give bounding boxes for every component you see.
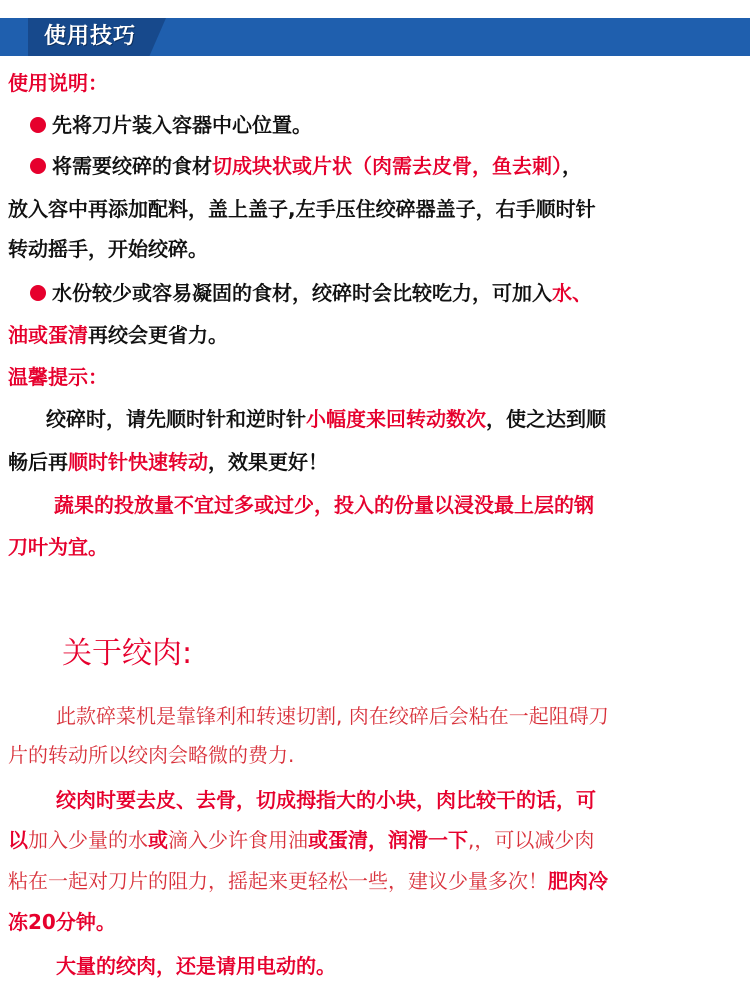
- usage-line-4: 转动摇手，开始绞碎。: [8, 237, 208, 261]
- usage-line-3: 放入容中再添加配料，盖上盖子,左手压住绞碎器盖子，右手顺时针: [8, 197, 596, 221]
- tips-line-1: 绞碎时，请先顺时针和逆时针小幅度来回转动数次，使之达到顺: [46, 407, 606, 431]
- about-p2-line-2: 以加入少量的水或滴入少许食用油或蛋清，润滑一下,，可以减少肉: [8, 828, 595, 852]
- usage-line-5: 水份较少或容易凝固的食材，绞碎时会比较吃力，可加入水、: [30, 280, 742, 306]
- section-banner: [0, 18, 750, 56]
- about-p2-line-4: 冻20分钟。: [8, 910, 116, 934]
- usage-label: 使用说明：: [8, 71, 108, 95]
- banner-title: 使用技巧: [44, 24, 137, 49]
- tips-line-4: 刀叶为宜。: [8, 535, 108, 559]
- bullet-icon: [30, 158, 46, 174]
- about-heading: 关于绞肉:: [62, 636, 193, 671]
- about-p1-line-2: 片的转动所以绞肉会略微的费力.: [8, 743, 295, 767]
- about-p2-line-3: 粘在一起对刀片的阻力，摇起来更轻松一些，建议少量多次！肥肉冷: [8, 869, 608, 893]
- usage-line-1: 先将刀片装入容器中心位置。: [30, 112, 742, 138]
- bullet-icon: [30, 117, 46, 133]
- usage-line-6: 油或蛋清再绞会更省力。: [8, 323, 228, 347]
- usage-line-2: 将需要绞碎的食材切成块状或片状（肉需去皮骨，鱼去刺），: [30, 153, 742, 179]
- about-p1-line-1: 此款碎菜机是靠锋利和转速切割, 肉在绞碎后会粘在一起阻碍刀: [56, 704, 609, 728]
- tips-label: 温馨提示：: [8, 365, 108, 389]
- tips-line-2: 畅后再顺时针快速转动，效果更好！: [8, 450, 328, 474]
- bullet-icon: [30, 285, 46, 301]
- about-p2-line-1: 绞肉时要去皮、去骨，切成拇指大的小块，肉比较干的话，可: [56, 788, 596, 812]
- about-p3-line-1: 大量的绞肉，还是请用电动的。: [56, 954, 336, 978]
- tips-line-3: 蔬果的投放量不宜过多或过少，投入的份量以浸没最上层的钢: [54, 493, 594, 517]
